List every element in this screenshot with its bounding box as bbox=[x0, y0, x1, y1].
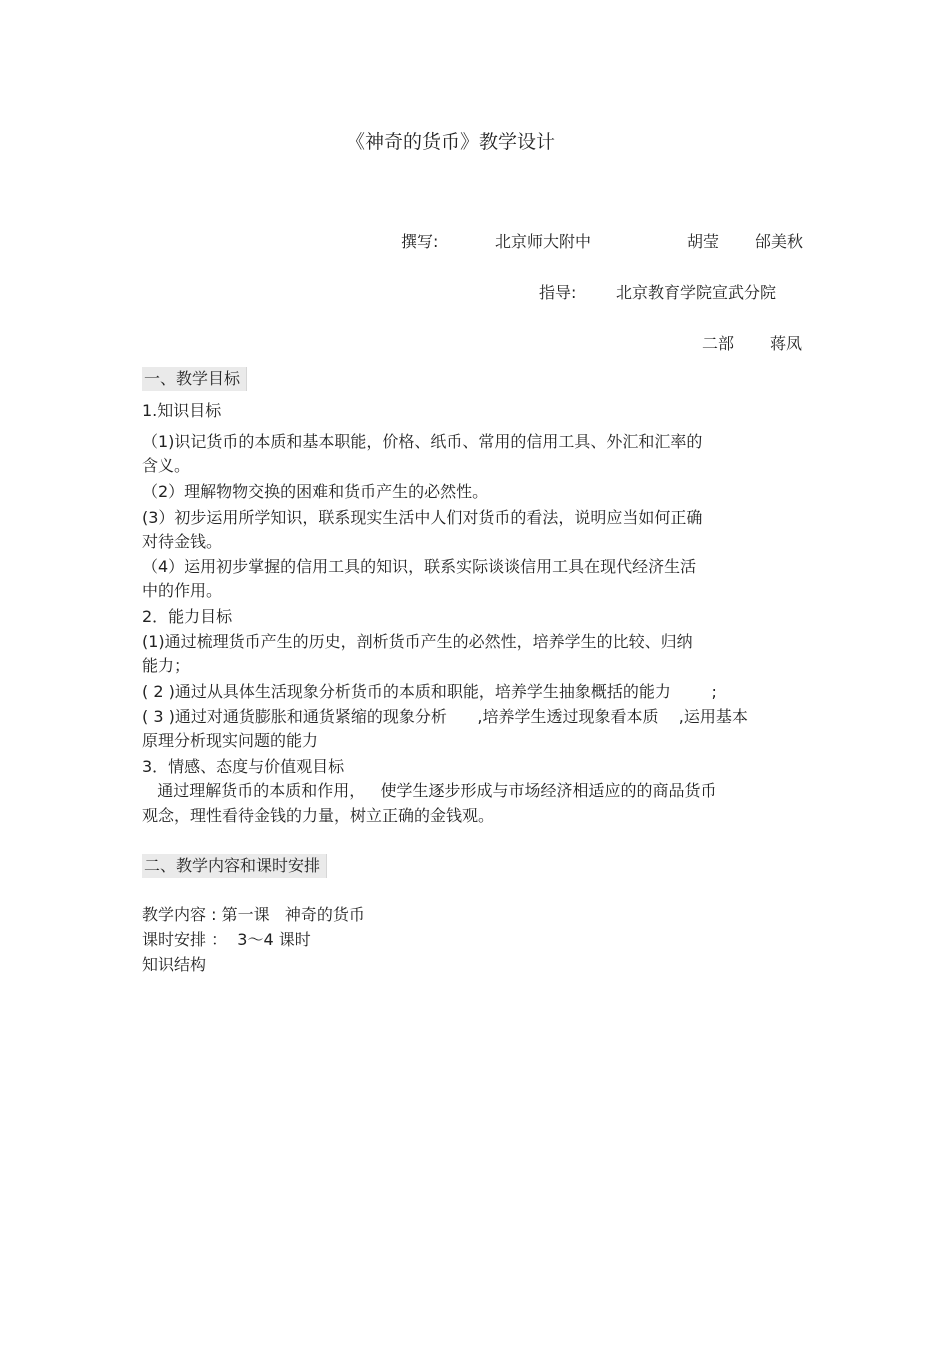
subheading-ability: 2．能力目标 bbox=[142, 607, 233, 626]
knowledge-item-4-line-1: （4）运用初步掌握的信用工具的知识，联系实际谈谈信用工具在现代经济生活 bbox=[142, 557, 697, 576]
advisor-dept: 二部 bbox=[702, 334, 735, 353]
knowledge-item-3-line-2: 对待金钱。 bbox=[142, 532, 223, 551]
knowledge-item-1-line-2: 含义。 bbox=[142, 456, 191, 475]
author-label: 撰写: bbox=[401, 232, 439, 251]
advisor-label: 指导: bbox=[539, 283, 577, 302]
emotion-item-line-2: 观念，理性看待金钱的力量，树立正确的金钱观。 bbox=[142, 806, 495, 825]
knowledge-item-2: （2）理解物物交换的困难和货币产生的必然性。 bbox=[142, 482, 489, 501]
content-line: 教学内容 : 第一课 神奇的货币 bbox=[142, 905, 365, 924]
advisor-name: 蒋凤 bbox=[770, 334, 803, 353]
author-name-2: 邰美秋 bbox=[755, 232, 804, 251]
knowledge-item-1-line-1: （1)识记货币的本质和基本职能，价格、纸币、常用的信用工具、外汇和汇率的 bbox=[142, 432, 703, 451]
section-heading-objectives: 一、教学目标 bbox=[142, 367, 247, 391]
ability-item-1-line-1: (1)通过梳理货币产生的历史，剖析货币产生的必然性，培养学生的比较、归纳 bbox=[142, 632, 693, 651]
ability-item-3-line-2: 原理分析现实问题的能力 bbox=[142, 731, 319, 750]
section-heading-content: 二、教学内容和课时安排 bbox=[142, 854, 327, 878]
ability-item-2: ( 2 )通过从具体生活现象分析货币的本质和职能，培养学生抽象概括的能力 ; bbox=[142, 682, 717, 701]
knowledge-item-3-line-1: (3）初步运用所学知识，联系现实生活中人们对货币的看法，说明应当如何正确 bbox=[142, 508, 703, 527]
emotion-item-line-1: 通过理解货币的本质和作用， 使学生逐步形成与市场经济相适应的的商品货币 bbox=[142, 781, 717, 800]
author-name-1: 胡莹 bbox=[687, 232, 720, 251]
structure-line: 知识结构 bbox=[142, 955, 207, 974]
subheading-emotion: 3．情感、态度与价值观目标 bbox=[142, 757, 345, 776]
schedule-line: 课时安排 ： 3～4 课时 bbox=[142, 930, 311, 949]
author-school: 北京师大附中 bbox=[495, 232, 592, 251]
subheading-knowledge: 1.知识目标 bbox=[142, 401, 222, 420]
ability-item-1-line-2: 能力； bbox=[142, 656, 191, 675]
document-title: 《神奇的货币》教学设计 bbox=[346, 131, 556, 153]
ability-item-3-line-1: ( 3 )通过对通货膨胀和通货紧缩的现象分析 ,培养学生透过现象看本质 ,运用基本 bbox=[142, 707, 748, 726]
advisor-org: 北京教育学院宣武分院 bbox=[616, 283, 777, 302]
knowledge-item-4-line-2: 中的作用。 bbox=[142, 581, 223, 600]
